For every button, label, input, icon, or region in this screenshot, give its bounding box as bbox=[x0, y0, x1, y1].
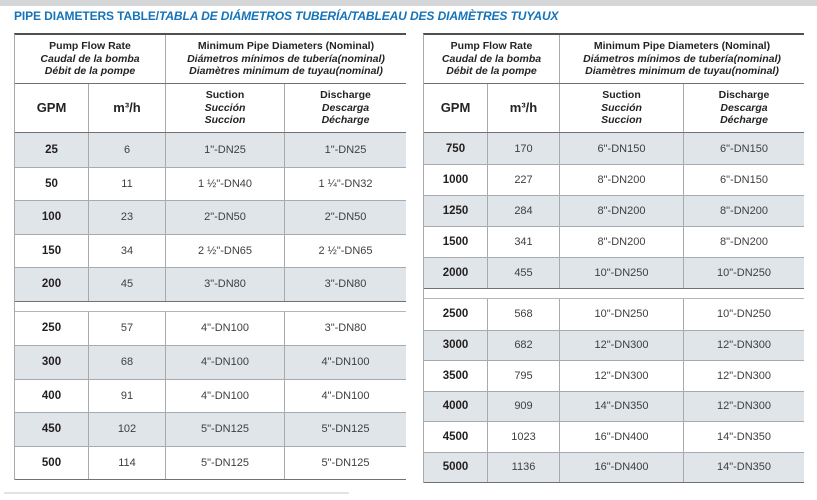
header-label-fr: Diamètres minimum de tuyau(nominal) bbox=[585, 65, 779, 78]
table-row bbox=[15, 345, 406, 379]
header-label: Pump Flow Rate bbox=[450, 39, 533, 52]
suction-column-header bbox=[560, 84, 684, 132]
section-separator bbox=[424, 289, 804, 298]
header-label-es: Succión bbox=[204, 101, 246, 114]
suction-value: 2 ½"-DN65 bbox=[166, 235, 285, 268]
gpm-value: 500 bbox=[15, 447, 89, 480]
suction-value: 2"-DN50 bbox=[166, 201, 285, 234]
header-label: Pump Flow Rate bbox=[49, 39, 131, 52]
table-row bbox=[15, 412, 406, 446]
discharge-value: 14"-DN350 bbox=[716, 430, 772, 443]
m3h-value: 114 bbox=[89, 447, 166, 480]
header-label-fr: Succion bbox=[204, 114, 246, 127]
table-section-1 bbox=[15, 133, 406, 302]
header-label: Minimum Pipe Diameters (Nominal) bbox=[197, 39, 375, 52]
discharge-value: 1 ¼"-DN32 bbox=[318, 177, 373, 190]
gpm-value: 400 bbox=[15, 380, 89, 413]
suction-value: 1 ½"-DN40 bbox=[166, 168, 285, 201]
table-row bbox=[15, 200, 406, 234]
header-label: GPM bbox=[36, 100, 67, 116]
pipe-diameters-table-left bbox=[14, 33, 406, 480]
pipe-diameters-table-right bbox=[423, 33, 804, 483]
discharge-value: 1"-DN25 bbox=[324, 143, 367, 156]
discharge-value: 3"-DN80 bbox=[324, 278, 367, 291]
suction-value: 5"-DN125 bbox=[166, 413, 285, 446]
header-label-fr: Débit de la pompe bbox=[446, 65, 537, 78]
discharge-value: 12"-DN300 bbox=[716, 339, 772, 352]
m3h-value: 34 bbox=[89, 235, 166, 268]
discharge-value: 12"-DN300 bbox=[716, 369, 772, 382]
table-row bbox=[15, 446, 406, 480]
m3h-value: 341 bbox=[488, 227, 560, 257]
gpm-value: 1000 bbox=[424, 165, 488, 195]
suction-value: 10"-DN250 bbox=[560, 299, 684, 330]
header-label-es: Caudal de la bomba bbox=[441, 52, 542, 65]
suction-value: 3"-DN80 bbox=[166, 268, 285, 301]
header-label-fr: Diamètres minimum de tuyau(nominal) bbox=[189, 65, 383, 78]
table-row bbox=[424, 360, 804, 391]
header-label: Minimum Pipe Diameters (Nominal) bbox=[593, 39, 771, 52]
gpm-value: 4000 bbox=[424, 392, 488, 422]
table-row bbox=[15, 267, 406, 301]
gpm-value: 1250 bbox=[424, 196, 488, 226]
gpm-value: 150 bbox=[15, 235, 89, 268]
header-label-es: Caudal de la bomba bbox=[40, 52, 140, 65]
section-separator bbox=[15, 302, 406, 311]
header-label-fr: Décharge bbox=[321, 114, 370, 127]
header-label-fr: Débit de la pompe bbox=[44, 65, 136, 78]
discharge-value: 6"-DN150 bbox=[720, 174, 768, 186]
suction-value: 16"-DN400 bbox=[560, 453, 684, 483]
discharge-value: 5"-DN125 bbox=[321, 456, 370, 469]
m3h-value: 795 bbox=[488, 361, 560, 391]
gpm-column-header bbox=[424, 84, 488, 132]
page-edge-bottom bbox=[4, 492, 349, 494]
table-row bbox=[15, 234, 406, 268]
header-label-es: Succión bbox=[601, 101, 642, 114]
m3h-value: 227 bbox=[488, 165, 560, 195]
suction-value: 4"-DN100 bbox=[166, 346, 285, 379]
suction-value: 1"-DN25 bbox=[166, 133, 285, 167]
header-label: m³/h bbox=[113, 100, 141, 116]
page-title-en: PIPE DIAMETERS TABLE/ bbox=[14, 9, 160, 23]
m3h-value: 682 bbox=[488, 331, 560, 361]
discharge-column-header bbox=[285, 84, 406, 132]
table-row bbox=[424, 299, 804, 330]
suction-value: 4"-DN100 bbox=[166, 312, 285, 346]
discharge-value: 3"-DN80 bbox=[324, 322, 367, 335]
gpm-value: 2000 bbox=[424, 258, 488, 288]
table-row bbox=[15, 379, 406, 413]
m3h-value: 1023 bbox=[488, 422, 560, 452]
discharge-value: 10"-DN250 bbox=[716, 308, 772, 321]
discharge-value: 4"-DN100 bbox=[321, 389, 370, 402]
suction-value: 12"-DN300 bbox=[560, 331, 684, 361]
table-column-header-row bbox=[424, 84, 804, 133]
min-pipe-diameters-header bbox=[166, 35, 406, 83]
suction-column-header bbox=[166, 84, 285, 132]
table-column-header-row bbox=[15, 84, 406, 133]
discharge-value: 2"-DN50 bbox=[324, 211, 367, 224]
m3h-value: 568 bbox=[488, 299, 560, 330]
m3h-value: 23 bbox=[89, 201, 166, 234]
pump-flow-rate-header bbox=[15, 35, 166, 83]
header-label: GPM bbox=[440, 100, 471, 116]
m3h-value: 6 bbox=[89, 133, 166, 167]
gpm-value: 750 bbox=[424, 133, 488, 164]
table-section-1 bbox=[424, 133, 804, 289]
gpm-value: 100 bbox=[15, 201, 89, 234]
m3h-column-header bbox=[89, 84, 166, 132]
suction-value: 8"-DN200 bbox=[560, 196, 684, 226]
table-row bbox=[424, 195, 804, 226]
discharge-value: 8"-DN200 bbox=[720, 236, 768, 248]
suction-value: 4"-DN100 bbox=[166, 380, 285, 413]
header-label-es: Diámetros mínimos de tubería(nominal) bbox=[187, 52, 385, 65]
discharge-column-header bbox=[684, 84, 804, 132]
discharge-value: 14"-DN350 bbox=[716, 461, 772, 474]
discharge-value: 8"-DN200 bbox=[720, 205, 768, 217]
m3h-value: 102 bbox=[89, 413, 166, 446]
header-label-fr: Décharge bbox=[720, 114, 768, 127]
m3h-value: 170 bbox=[488, 133, 560, 164]
table-header-group-row bbox=[424, 35, 804, 84]
m3h-value: 45 bbox=[89, 268, 166, 301]
table-header-group-row bbox=[15, 35, 406, 84]
table-row bbox=[15, 133, 406, 167]
gpm-value: 5000 bbox=[424, 453, 488, 483]
discharge-value: 2 ½"-DN65 bbox=[318, 244, 373, 257]
discharge-value: 5"-DN125 bbox=[321, 423, 370, 436]
m3h-value: 284 bbox=[488, 196, 560, 226]
pump-flow-rate-header bbox=[424, 35, 560, 83]
discharge-value: 4"-DN100 bbox=[321, 356, 370, 369]
suction-value: 14"-DN350 bbox=[560, 392, 684, 422]
m3h-value: 57 bbox=[89, 312, 166, 346]
gpm-value: 3000 bbox=[424, 331, 488, 361]
header-label-fr: Succion bbox=[601, 114, 642, 127]
header-label: Discharge bbox=[320, 88, 371, 101]
discharge-value: 6"-DN150 bbox=[720, 142, 768, 155]
suction-value: 8"-DN200 bbox=[560, 227, 684, 257]
table-row bbox=[424, 452, 804, 483]
table-row bbox=[424, 226, 804, 257]
page-title-translations: TABLA DE DIÁMETROS TUBERÍA/TABLEAU DES DIAMÈTRES TUYAUX bbox=[159, 9, 559, 23]
header-label-es: Descarga bbox=[720, 101, 768, 114]
table-row bbox=[424, 257, 804, 288]
m3h-column-header bbox=[488, 84, 560, 132]
m3h-value: 68 bbox=[89, 346, 166, 379]
m3h-value: 909 bbox=[488, 392, 560, 422]
header-label: Discharge bbox=[718, 88, 770, 101]
discharge-value: 12"-DN300 bbox=[716, 400, 772, 413]
gpm-value: 300 bbox=[15, 346, 89, 379]
gpm-value: 50 bbox=[15, 168, 89, 201]
header-label: m³/h bbox=[509, 100, 538, 116]
header-label: Suction bbox=[602, 88, 641, 101]
suction-value: 16"-DN400 bbox=[560, 422, 684, 452]
suction-value: 6"-DN150 bbox=[560, 133, 684, 164]
gpm-value: 200 bbox=[15, 268, 89, 301]
suction-value: 10"-DN250 bbox=[560, 258, 684, 288]
m3h-value: 455 bbox=[488, 258, 560, 288]
min-pipe-diameters-header bbox=[560, 35, 804, 83]
table-row bbox=[424, 391, 804, 422]
header-label: Suction bbox=[205, 88, 245, 101]
m3h-value: 11 bbox=[89, 168, 166, 201]
table-row bbox=[424, 421, 804, 452]
gpm-value: 450 bbox=[15, 413, 89, 446]
table-row bbox=[424, 330, 804, 361]
table-section-2 bbox=[15, 311, 406, 481]
page-title bbox=[14, 9, 558, 23]
gpm-value: 2500 bbox=[424, 299, 488, 330]
m3h-value: 91 bbox=[89, 380, 166, 413]
table-row bbox=[424, 164, 804, 195]
suction-value: 5"-DN125 bbox=[166, 447, 285, 480]
header-label-es: Descarga bbox=[321, 101, 370, 114]
table-row bbox=[15, 312, 406, 346]
page-edge-top bbox=[0, 0, 817, 6]
discharge-value: 10"-DN250 bbox=[716, 267, 772, 279]
gpm-value: 250 bbox=[15, 312, 89, 346]
table-section-2 bbox=[424, 298, 804, 483]
gpm-value: 4500 bbox=[424, 422, 488, 452]
gpm-value: 1500 bbox=[424, 227, 488, 257]
m3h-value: 1136 bbox=[488, 453, 560, 483]
header-label-es: Diámetros mínimos de tubería(nominal) bbox=[583, 52, 781, 65]
gpm-column-header bbox=[15, 84, 89, 132]
table-row bbox=[424, 133, 804, 164]
suction-value: 8"-DN200 bbox=[560, 165, 684, 195]
gpm-value: 3500 bbox=[424, 361, 488, 391]
suction-value: 12"-DN300 bbox=[560, 361, 684, 391]
table-row bbox=[15, 167, 406, 201]
gpm-value: 25 bbox=[15, 133, 89, 167]
